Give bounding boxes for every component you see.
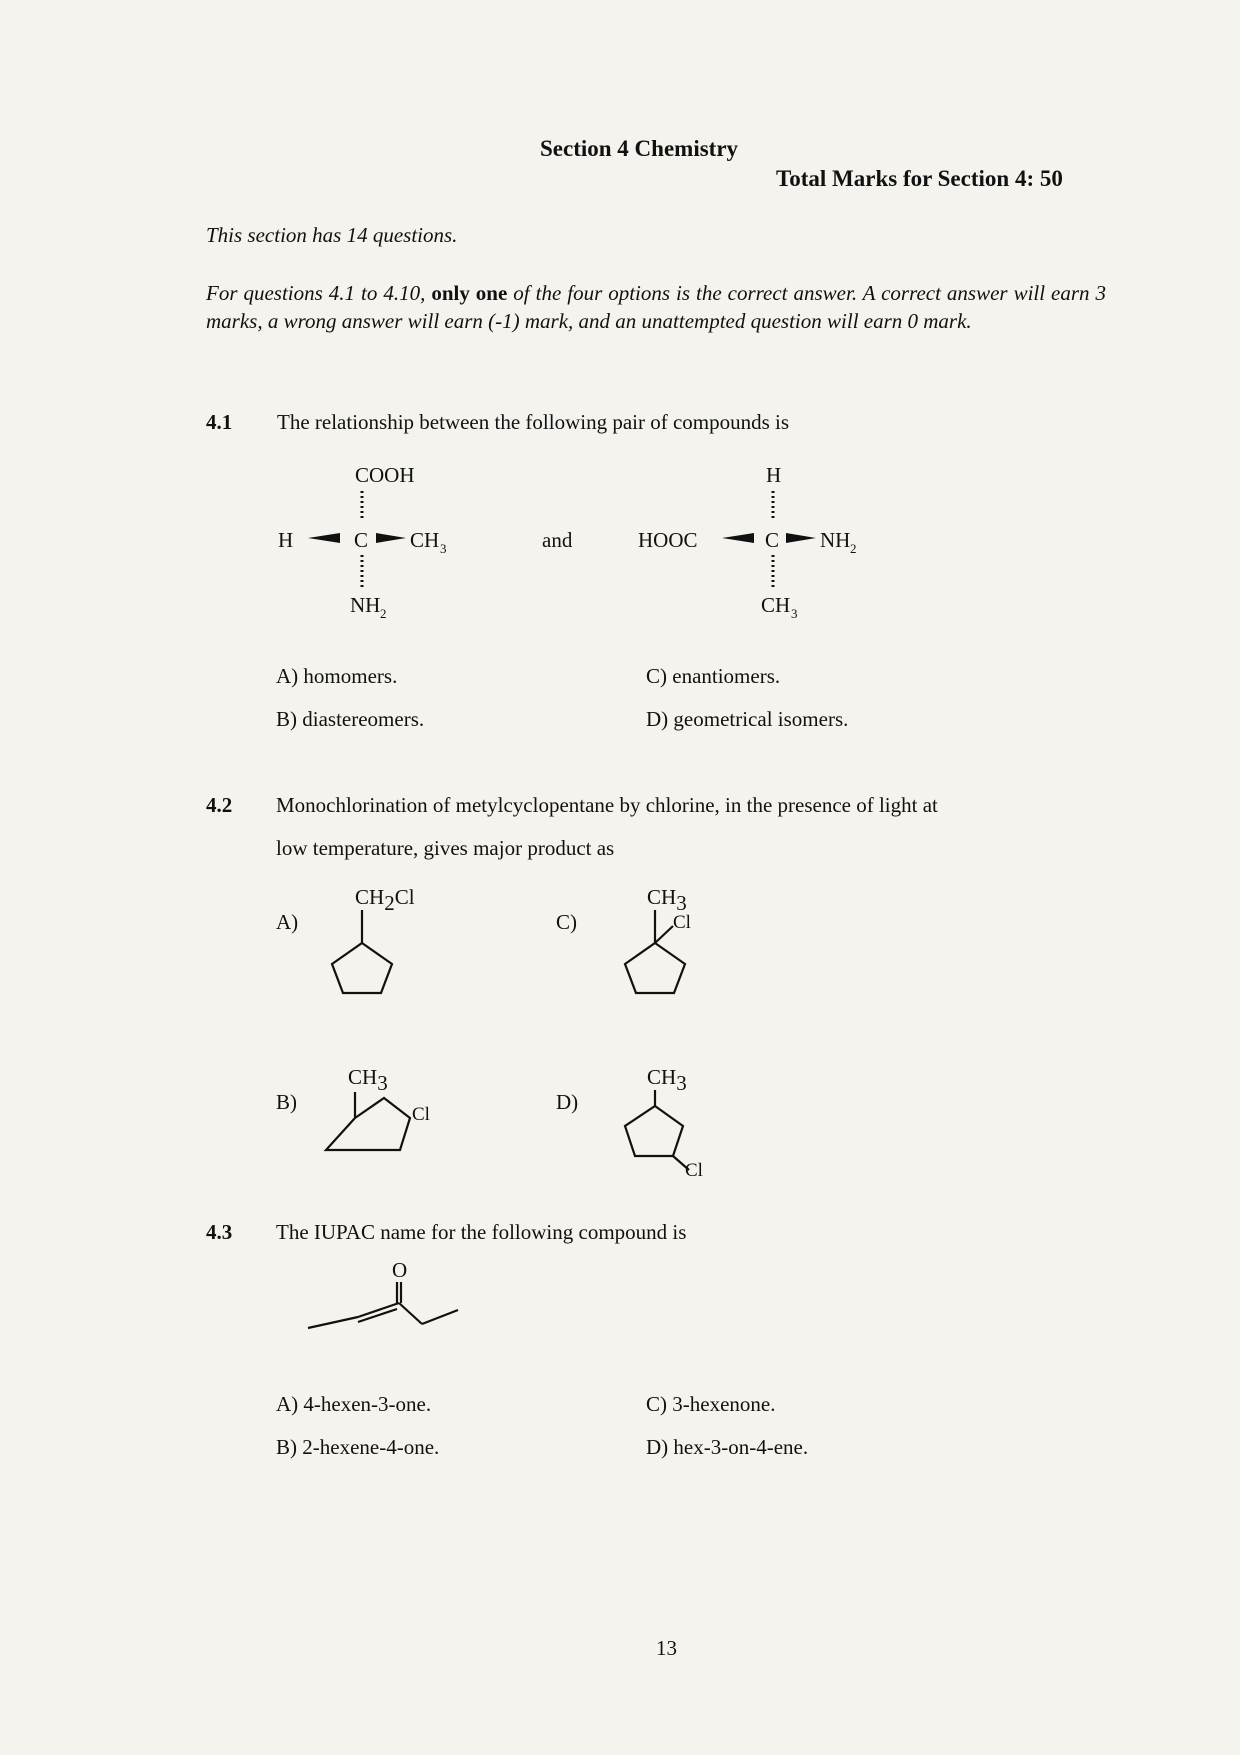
question-text: The IUPAC name for the following compound is [276, 1220, 687, 1244]
option-d-label: D) [556, 1090, 579, 1114]
left-center-atom: C [354, 528, 369, 552]
molecule-right [638, 463, 857, 621]
option-label: B) [276, 1435, 297, 1459]
option-text: diastereomers. [302, 707, 425, 731]
svg-text:CH2Cl: CH2Cl [355, 885, 415, 915]
question-text: The relationship between the following pair of compounds is [277, 410, 790, 434]
instructions-bold: only one [431, 281, 508, 305]
structure-4-3 [300, 1255, 480, 1335]
option-c-label: C) [556, 910, 577, 934]
question-text-line1: Monochlorination of metylcyclopentane by chlorine, in the presence of light at [276, 793, 938, 817]
svg-text:Cl: Cl [673, 912, 691, 933]
option-text: homomers. [303, 664, 398, 688]
structure-option-b [320, 1060, 460, 1170]
option-b [276, 707, 424, 732]
section-title: Section 4 Chemistry [540, 136, 739, 161]
option-b [276, 1435, 439, 1460]
left-right-sub: 3 [440, 541, 447, 556]
svg-text:Cl: Cl [685, 1160, 703, 1181]
option-label: A) [276, 1392, 299, 1416]
right-bottom-group: CH [761, 593, 791, 617]
section-intro: This section has 14 questions. [206, 223, 458, 247]
option-a [276, 1392, 431, 1417]
right-left-group: HOOC [638, 528, 698, 552]
page-number: 13 [656, 1636, 677, 1660]
left-right-group: CH [410, 528, 440, 552]
instructions-part1: For questions 4.1 to 4.10, [206, 281, 426, 305]
right-top-atom: H [766, 463, 782, 487]
option-text: 2-hexene-4-one. [302, 1435, 440, 1459]
left-bottom-group: NH [350, 593, 381, 617]
option-b-label: B) [276, 1090, 297, 1114]
option-text: 4-hexen-3-one. [303, 1392, 432, 1416]
fischer-projection-pair [270, 455, 950, 630]
option-text: hex-3-on-4-ene. [673, 1435, 809, 1459]
option-text: 3-hexenone. [672, 1392, 776, 1416]
right-center-atom: C [765, 528, 780, 552]
structure-option-d [605, 1060, 745, 1190]
option-label: B) [276, 707, 297, 731]
structure-option-a [320, 880, 440, 1000]
question-number: 4.3 [206, 1220, 233, 1244]
option-a [276, 664, 397, 689]
svg-text:Cl: Cl [412, 1104, 430, 1125]
svg-text:CH3: CH3 [647, 885, 687, 915]
question-text-line2: low temperature, gives major product as [276, 836, 615, 860]
option-d [646, 707, 848, 732]
left-left-atom: H [278, 528, 294, 552]
option-label: A) [276, 664, 299, 688]
option-label: D) [646, 707, 669, 731]
total-marks: Total Marks for Section 4: 50 [776, 166, 1063, 191]
instructions [206, 279, 1106, 335]
option-c [646, 664, 780, 689]
option-c [646, 1392, 775, 1417]
left-top-group: COOH [355, 463, 415, 487]
instructions-part2: of the four options is the correct answer. A correct answer will earn 3 marks, a wrong answer will earn (-1) mark, and an unattempted question will earn 0 mark. [206, 281, 1107, 333]
option-text: enantiomers. [672, 664, 781, 688]
right-right-group: NH [820, 528, 851, 552]
svg-text:CH3: CH3 [348, 1065, 388, 1095]
option-label: C) [646, 1392, 667, 1416]
and-label: and [542, 528, 573, 552]
option-text: geometrical isomers. [673, 707, 849, 731]
svg-text:CH3: CH3 [647, 1065, 687, 1095]
option-d [646, 1435, 808, 1460]
option-a-label: A) [276, 910, 299, 934]
svg-text:O: O [392, 1258, 408, 1282]
right-right-sub: 2 [850, 541, 857, 556]
left-bottom-sub: 2 [380, 606, 387, 621]
question-number: 4.2 [206, 793, 233, 817]
right-bottom-sub: 3 [791, 606, 798, 621]
option-label: D) [646, 1435, 669, 1459]
option-label: C) [646, 664, 667, 688]
molecule-left [278, 463, 447, 621]
question-number: 4.1 [206, 410, 233, 434]
structure-option-c [605, 880, 725, 1000]
